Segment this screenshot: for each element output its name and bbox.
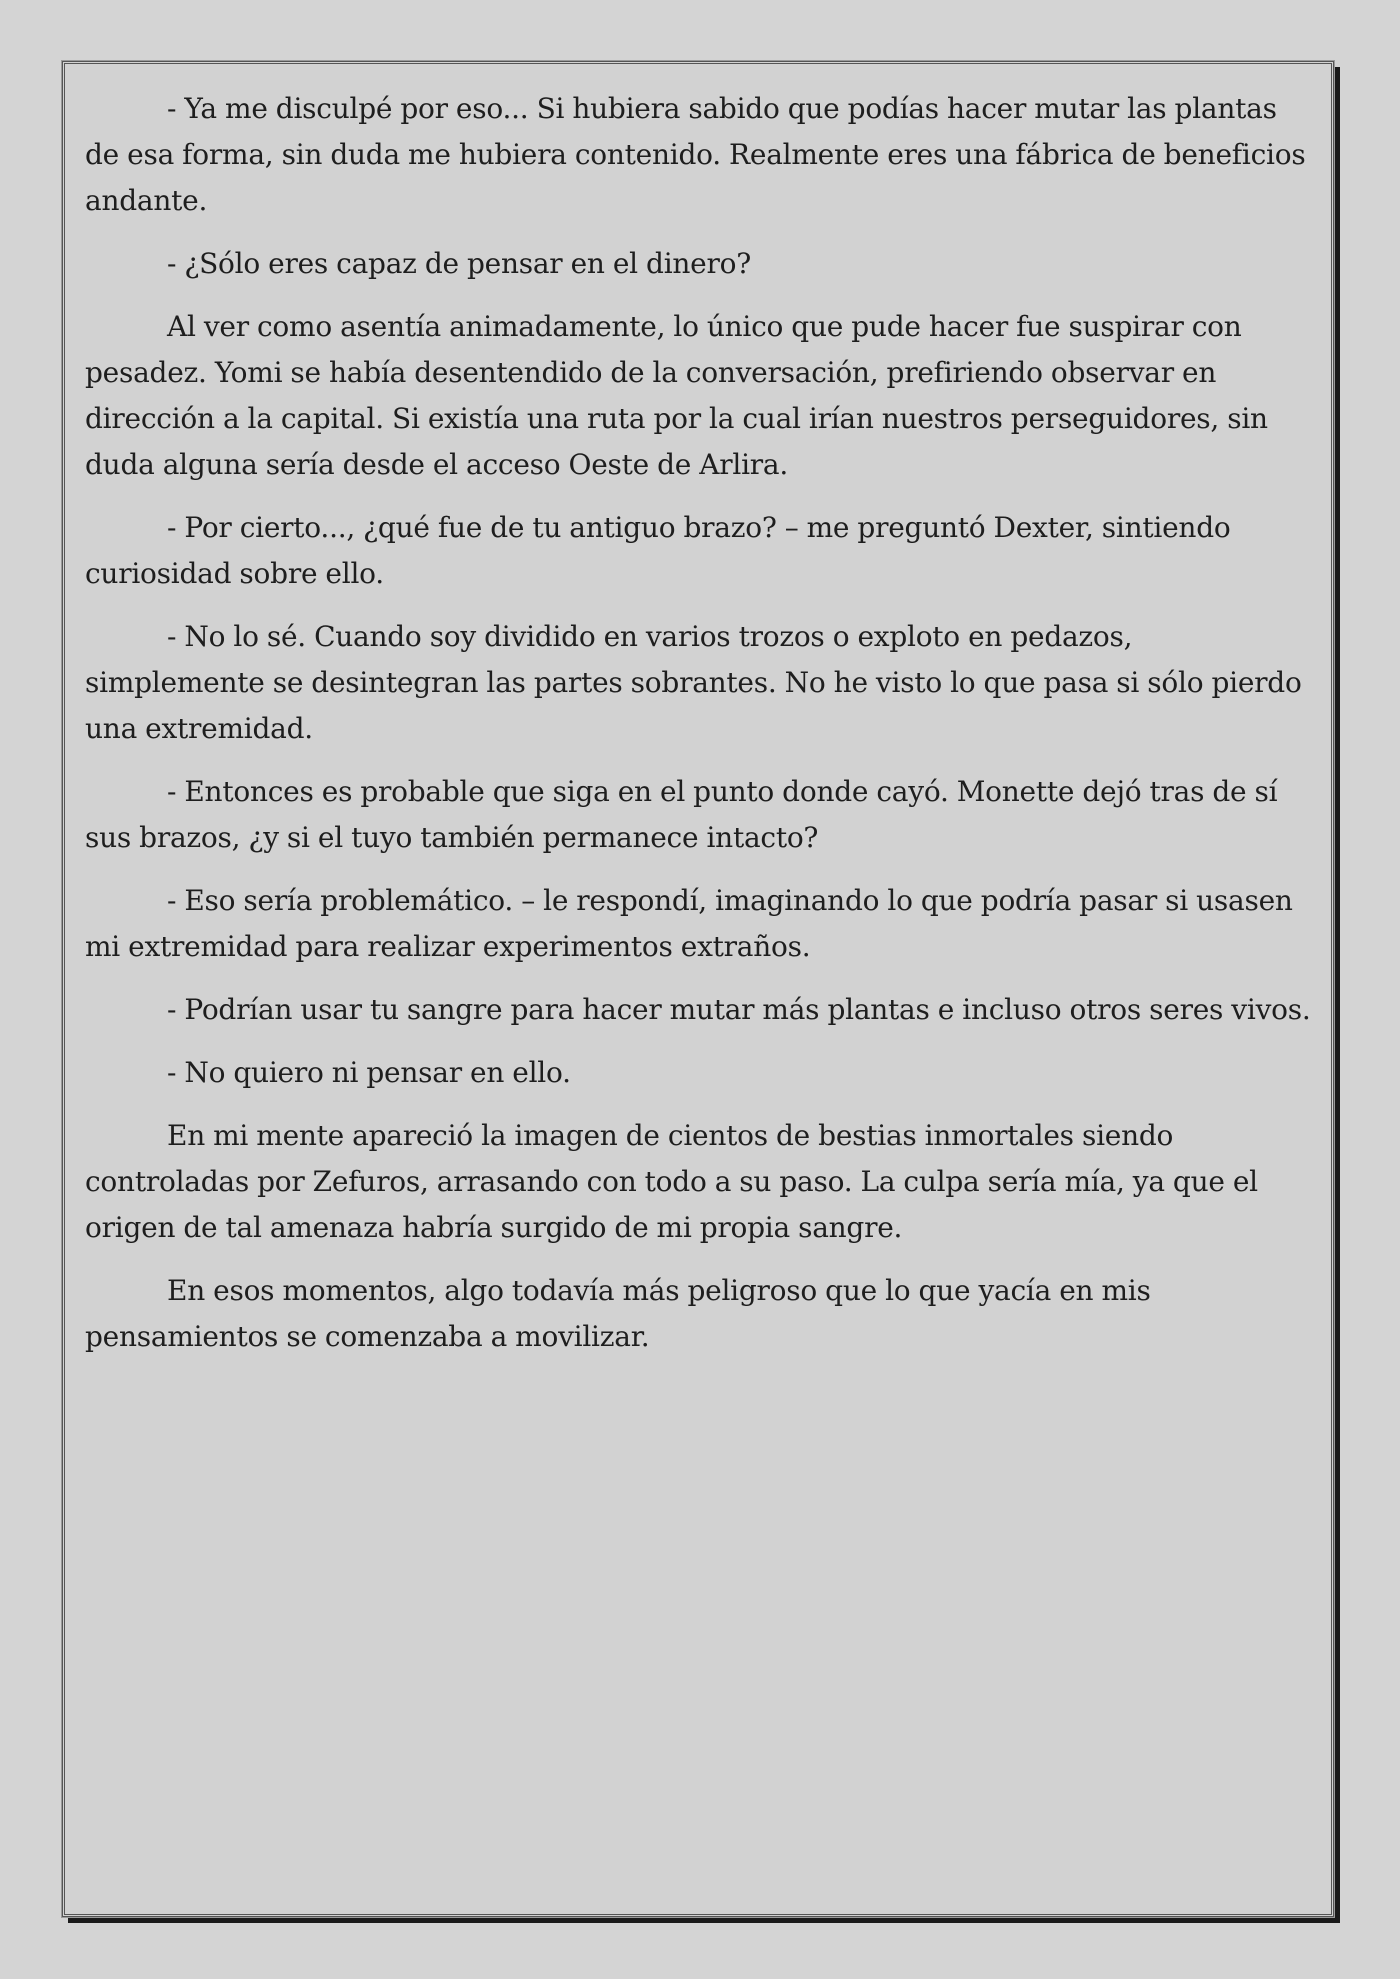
paragraph-1: - Ya me disculpé por eso... Si hubiera sabido que podías hacer mutar las plantas de esa forma, sin duda me hubiera contenido. Realmente eres una fábrica de beneficios andante. [85,92,1306,217]
page-text-block [85,86,1317,1377]
paragraph-9: - No quiero ni pensar en ello. [167,1056,571,1089]
document-page [62,61,1334,1917]
paragraph-11: En esos momentos, algo todavía más peligroso que lo que yacía en mis pensamientos se comenzaba a movilizar. [85,1274,1151,1353]
paragraph-8: - Podrían usar tu sangre para hacer mutar más plantas e incluso otros seres vivos. [167,993,1311,1026]
paragraph-5: - No lo sé. Cuando soy dividido en varios trozos o exploto en pedazos, simplemente se desintegran las partes sobrantes. No he visto lo que pasa si sólo pierdo una extremidad. [85,620,1302,745]
paragraph-3: Al ver como asentía animadamente, lo único que pude hacer fue suspirar con pesadez. Yomi se había desentendido de la conversación, prefiriendo observar en dirección a la capital. Si existía una ruta por la cual irían nuestros perseguidores, sin duda alguna sería desde el acceso Oeste de Arlira. [85,310,1268,481]
paragraph-2: - ¿Sólo eres capaz de pensar en el dinero? [167,247,751,280]
paragraph-6: - Entonces es probable que siga en el punto donde cayó. Monette dejó tras de sí sus brazos, ¿y si el tuyo también permanece intacto? [85,775,1278,854]
paragraph-10: En mi mente apareció la imagen de cientos de bestias inmortales siendo controladas por Zefuros, arrasando con todo a su paso. La culpa sería mía, ya que el origen de tal amenaza habría surgido de mi propia sangre. [85,1119,1258,1244]
paragraph-4: - Por cierto..., ¿qué fue de tu antiguo brazo? – me preguntó Dexter, sintiendo curiosidad sobre ello. [85,511,1231,590]
paragraph-7: - Eso sería problemático. – le respondí, imaginando lo que podría pasar si usasen mi extremidad para realizar experimentos extraños. [85,884,1293,963]
